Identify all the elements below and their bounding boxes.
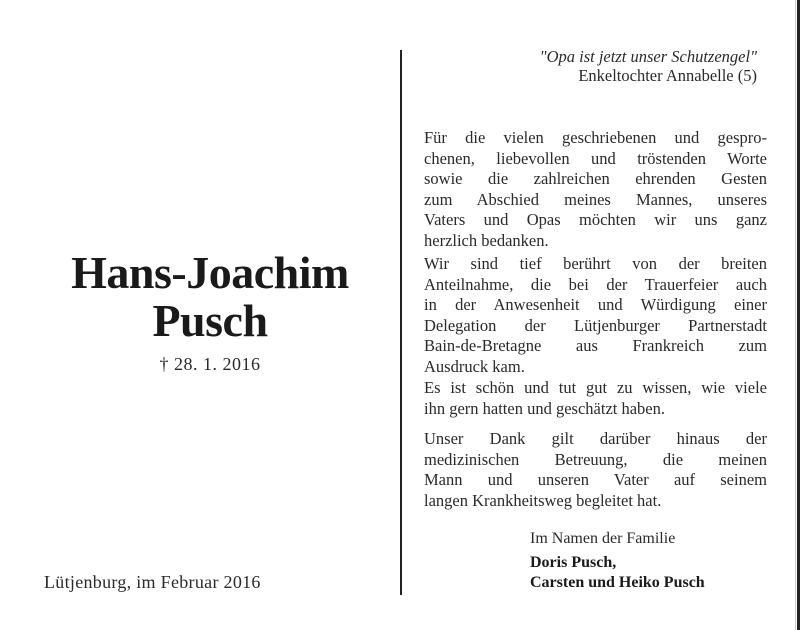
text-line: in der Anwesenheit und Würdigung einer: [424, 295, 767, 314]
place-date: Lütjenburg, im Februar 2016: [44, 572, 261, 592]
text-line: Unser Dank gilt darüber hinaus der: [424, 429, 767, 448]
text-line: Wir sind tief berührt von der breiten: [424, 254, 767, 273]
quote: [540, 47, 757, 85]
text-line: zum Abschied meines Mannes, unseres: [424, 189, 767, 209]
paragraph-1: [424, 128, 767, 251]
text-line: langen Krankheitsweg begleitet hat.: [424, 490, 662, 510]
death-date: † 28. 1. 2016: [159, 354, 261, 374]
text-line: Bain-de-Bretagne aus Frankreich zum: [424, 336, 767, 355]
deceased-last-name: Pusch: [152, 295, 268, 346]
text-line: Delegation der Lütjenburger Partnerstadt: [424, 315, 767, 335]
text-line: Für die vielen geschriebenen und gespro-: [424, 128, 767, 147]
text-line: Anteilnahme, die bei der Trauerfeier auch: [424, 274, 767, 294]
text-line: Vaters und Opas möchten wir uns ganz: [424, 210, 767, 229]
text-line: ihn gern hatten und geschätzt haben.: [424, 398, 665, 418]
text-line: Ausdruck kam.: [424, 356, 525, 376]
column-divider: [400, 50, 402, 595]
quote-author: Enkeltochter Annabelle (5): [578, 66, 757, 85]
signature-name-1: Doris Pusch,: [530, 554, 617, 571]
text-line: chenen, liebevollen und tröstenden Worte: [424, 148, 767, 168]
signature-name-2: Carsten und Heiko Pusch: [530, 574, 705, 591]
text-line: Es ist schön und tut gut zu wissen, wie viele: [424, 378, 767, 397]
text-line: Mann und unseren Vater auf seinem: [424, 470, 767, 489]
text-line: herzlich bedanken.: [424, 230, 549, 250]
text-line: medizinischen Betreuung, die meinen: [424, 449, 767, 469]
quote-text: "Opa ist jetzt unser Schutzengel": [539, 47, 757, 66]
frame-edge: [795, 0, 796, 630]
paragraph-3: [424, 378, 767, 419]
paragraph-2: [424, 254, 767, 377]
text-line: sowie die zahlreichen ehrenden Gesten: [424, 169, 767, 188]
deceased-first-name: Hans-Joachim: [71, 247, 349, 298]
signature-intro: Im Namen der Familie: [530, 530, 676, 547]
paragraph-4: [424, 429, 767, 511]
